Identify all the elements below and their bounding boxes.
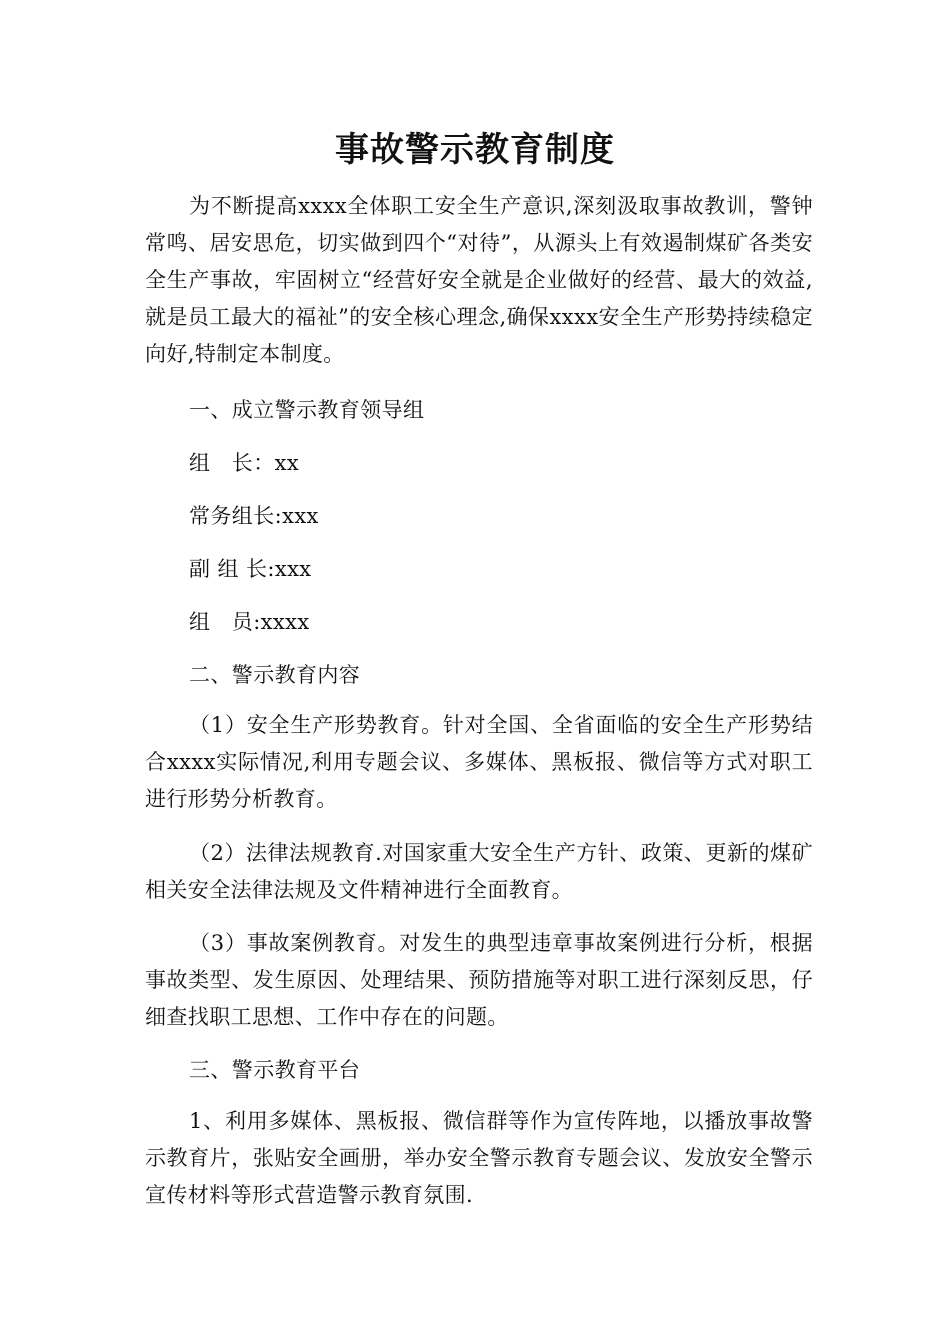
intro-paragraph: 为不断提高xxxx全体职工安全生产意识,深刻汲取事故教训，警钟常鸣、居安思危，切实做到四个“对待”，从源头上有效遏制煤矿各类安全生产事故，牢固树立“经营好安全就是企业做好的经营、最大的效益,就是员工最大的福祉”的安全核心理念,确保xxxx安全生产形势持续稳定向好,特制定本制度。: [145, 194, 813, 366]
exec-leader-line: 常务组长:xxx: [189, 504, 319, 528]
content-item-1: （1）安全生产形势教育。针对全国、全省面临的安全生产形势结合xxxx实际情况,利用专题会议、多媒体、黑板报、微信等方式对职工进行形势分析教育。: [145, 713, 813, 811]
content-item-3: （3）事故案例教育。对发生的典型违章事故案例进行分析，根据事故类型、发生原因、处理结果、预防措施等对职工进行深刻反思，仔细查找职工思想、工作中存在的问题。: [145, 931, 813, 1029]
section2-heading: 二、警示教育内容: [189, 663, 361, 687]
section1-heading: 一、成立警示教育领导组: [189, 398, 425, 422]
document-title: 事故警示教育制度: [335, 130, 615, 170]
leader-line: 组 长：xx: [189, 451, 300, 475]
members-line: 组 员:xxxx: [189, 610, 310, 634]
content-item-2: （2）法律法规教育.对国家重大安全生产方针、政策、更新的煤矿相关安全法律法规及文件精神进行全面教育。: [145, 841, 813, 902]
deputy-leader-line: 副 组 长:xxx: [189, 557, 312, 581]
section3-heading: 三、警示教育平台: [189, 1058, 361, 1082]
platform-item-1: 1、利用多媒体、黑板报、微信群等作为宣传阵地，以播放事故警示教育片，张贴安全画册，举办安全警示教育专题会议、发放安全警示宣传材料等形式营造警示教育氛围.: [145, 1109, 813, 1207]
